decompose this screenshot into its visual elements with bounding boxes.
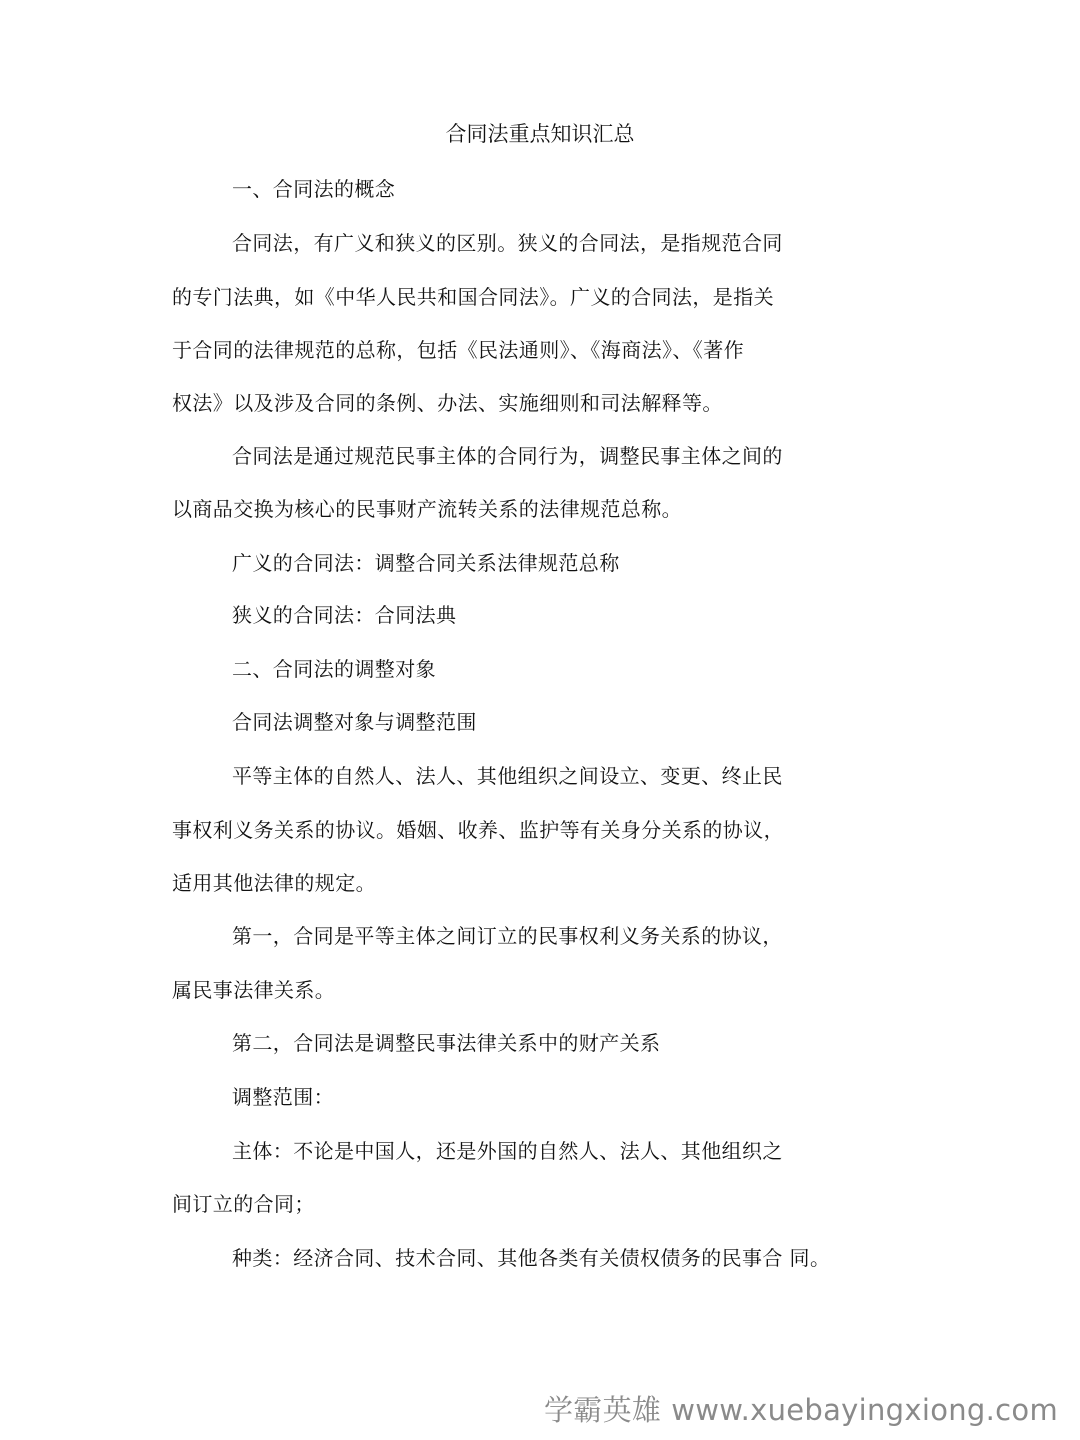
- section-heading-2: 二、合同法的调整对象: [232, 657, 436, 681]
- paragraph-line: 第一，合同是平等主体之间订立的民事权利义务关系的协议，: [232, 924, 783, 948]
- document-title: 合同法重点知识汇总: [445, 122, 635, 146]
- paragraph-line: 于合同的法律规范的总称，包括《民法通则》、《海商法》、《著作: [172, 338, 744, 362]
- paragraph-line: 权法》以及涉及合同的条例、办法、实施细则和司法解释等。: [172, 391, 723, 415]
- paragraph-line: 属民事法律关系。: [172, 978, 336, 1002]
- paragraph-line: 的专门法典，如《中华人民共和国合同法》。广义的合同法，是指关: [172, 285, 774, 309]
- watermark-brand: 学霸英雄: [544, 1393, 662, 1427]
- paragraph-line: 调整范围：: [232, 1085, 334, 1109]
- paragraph-line: 合同法调整对象与调整范围: [232, 710, 477, 734]
- watermark-url: www.xuebayingxiong.com: [671, 1393, 1058, 1427]
- paragraph-line: 合同法是通过规范民事主体的合同行为，调整民事主体之间的: [232, 444, 783, 468]
- paragraph-line: 平等主体的自然人、法人、其他组织之间设立、变更、终止民: [232, 764, 783, 788]
- paragraph-line: 主体：不论是中国人，还是外国的自然人、法人、其他组织之: [232, 1139, 783, 1163]
- paragraph-line: 适用其他法律的规定。: [172, 871, 376, 895]
- section-heading-1: 一、合同法的概念: [232, 177, 396, 201]
- paragraph-line: 种类：经济合同、技术合同、其他各类有关债权债务的民事合 同。: [232, 1246, 831, 1270]
- paragraph-line: 广义的合同法：调整合同关系法律规范总称: [232, 551, 620, 575]
- paragraph-line: 狭义的合同法：合同法典: [232, 603, 457, 627]
- paragraph-line: 事权利义务关系的协议。婚姻、收养、监护等有关身分关系的协议，: [172, 818, 784, 842]
- paragraph-line: 合同法，有广义和狭义的区别。狭义的合同法，是指规范合同: [232, 231, 783, 255]
- paragraph-line: 以商品交换为核心的民事财产流转关系的法律规范总称。: [172, 497, 682, 521]
- paragraph-line: 间订立的合同；: [172, 1192, 315, 1216]
- paragraph-line: 第二，合同法是调整民事法律关系中的财产关系: [232, 1031, 661, 1055]
- watermark: [544, 1390, 1058, 1430]
